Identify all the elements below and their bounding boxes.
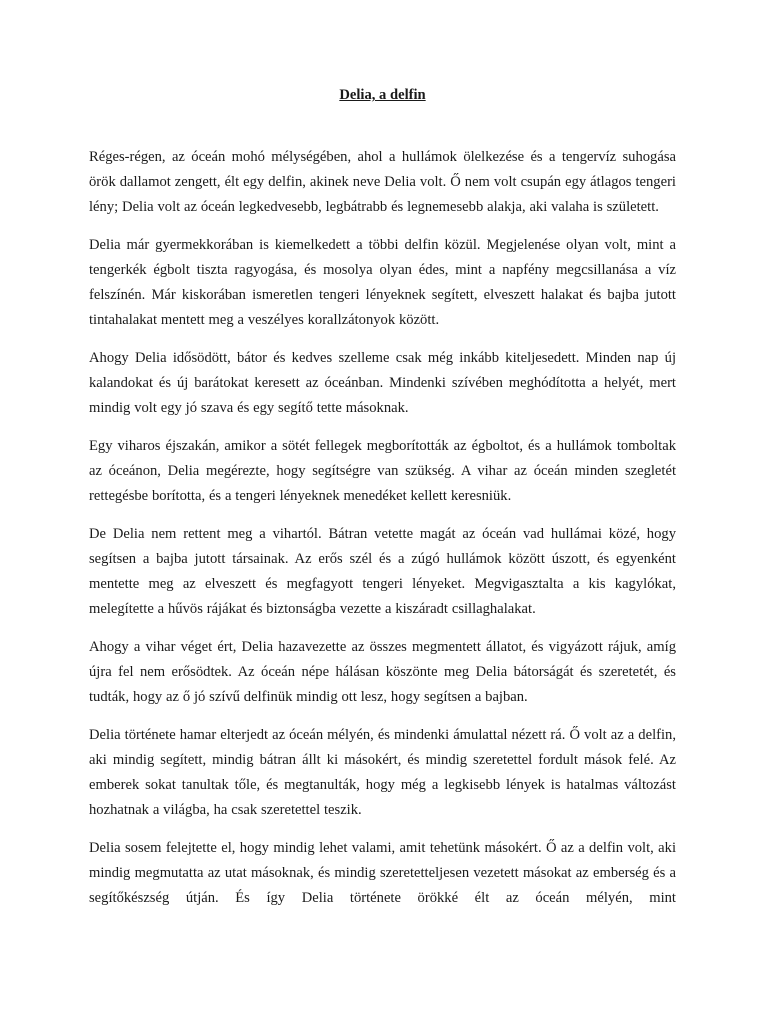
paragraph-6: Ahogy a vihar véget ért, Delia hazavezette az összes megmentett állatot, és vigyázott rájuk, amíg újra fel nem erősödtek. Az óceán népe hálásan köszönte meg Delia bátorságát és szeretetét, és tudták, hogy az ő jó szívű delfinük mindig ott lesz, hogy segítsen a bajban. [89, 639, 676, 705]
paragraph-2: Delia már gyermekkorában is kiemelkedett a többi delfin közül. Megjelenése olyan volt, mint a tengerkék égbolt tiszta ragyogása, és mosolya olyan édes, mint a napfény megcsillanása a víz felszínén. Már kiskorában ismeretlen tengeri lényeknek segített, elveszett halakat és bajba jutott tintahalakat mentett meg a veszélyes korallzátonyok között. [89, 237, 676, 328]
paragraph-4: Egy viharos éjszakán, amikor a sötét fellegek megborították az égboltot, és a hullámok tomboltak az óceánon, Delia megérezte, hogy segítségre van szükség. A vihar az óceán minden szegletét rettegésbe borította, és a tengeri lényeknek menedéket kellett keresniük. [89, 438, 676, 504]
paragraph-8: Delia sosem felejtette el, hogy mindig lehet valami, amit tehetünk másokért. Ő az a delfin volt, aki mindig megmutatta az utat másoknak, és mindig szeretetteljesen vezetett másokat az emberség és a segítőkészség útján. És így Delia története örökké élt az óceán mélyén, mint [89, 840, 676, 906]
paragraph-5: De Delia nem rettent meg a vihartól. Bátran vetette magát az óceán vad hullámai közé, hogy segítsen a bajba jutott társainak. Az erős szél és a zúgó hullámok között úszott, és egyenként mentette meg az elveszett és megfagyott tengeri lényeket. Megvigasztalta a kis kagylókat, melegítette a hűvös rájákat és biztonságba vezette a kiszáradt csillaghalakat. [89, 526, 676, 617]
paragraph-3: Ahogy Delia idősödött, bátor és kedves szelleme csak még inkább kiteljesedett. Minden nap új kalandokat és új barátokat keresett az óceánban. Mindenki szívében meghódította a helyét, mert mindig volt egy jó szava és egy segítő tette másoknak. [89, 350, 676, 416]
document-title: Delia, a delfin [339, 87, 426, 103]
paragraph-7: Delia története hamar elterjedt az óceán mélyén, és mindenki ámulattal nézett rá. Ő volt az a delfin, aki mindig segített, mindig bátran állt ki másokért, és mindig szeretettel fordult mások felé. Az emberek sokat tanultak tőle, és megtanulták, hogy még a legkisebb lények is hatalmas változást hozhatnak a világba, ha csak szeretettel teszik. [89, 727, 676, 818]
document-body [89, 84, 676, 911]
paragraph-1: Réges-régen, az óceán mohó mélységében, ahol a hullámok ölelkezése és a tengervíz suhogása örök dallamot zengett, élt egy delfin, akinek neve Delia volt. Ő nem volt csupán egy átlagos tengeri lény; Delia volt az óceán legkedvesebb, legbátrabb és legnemesebb alakja, aki valaha is született. [89, 149, 676, 215]
